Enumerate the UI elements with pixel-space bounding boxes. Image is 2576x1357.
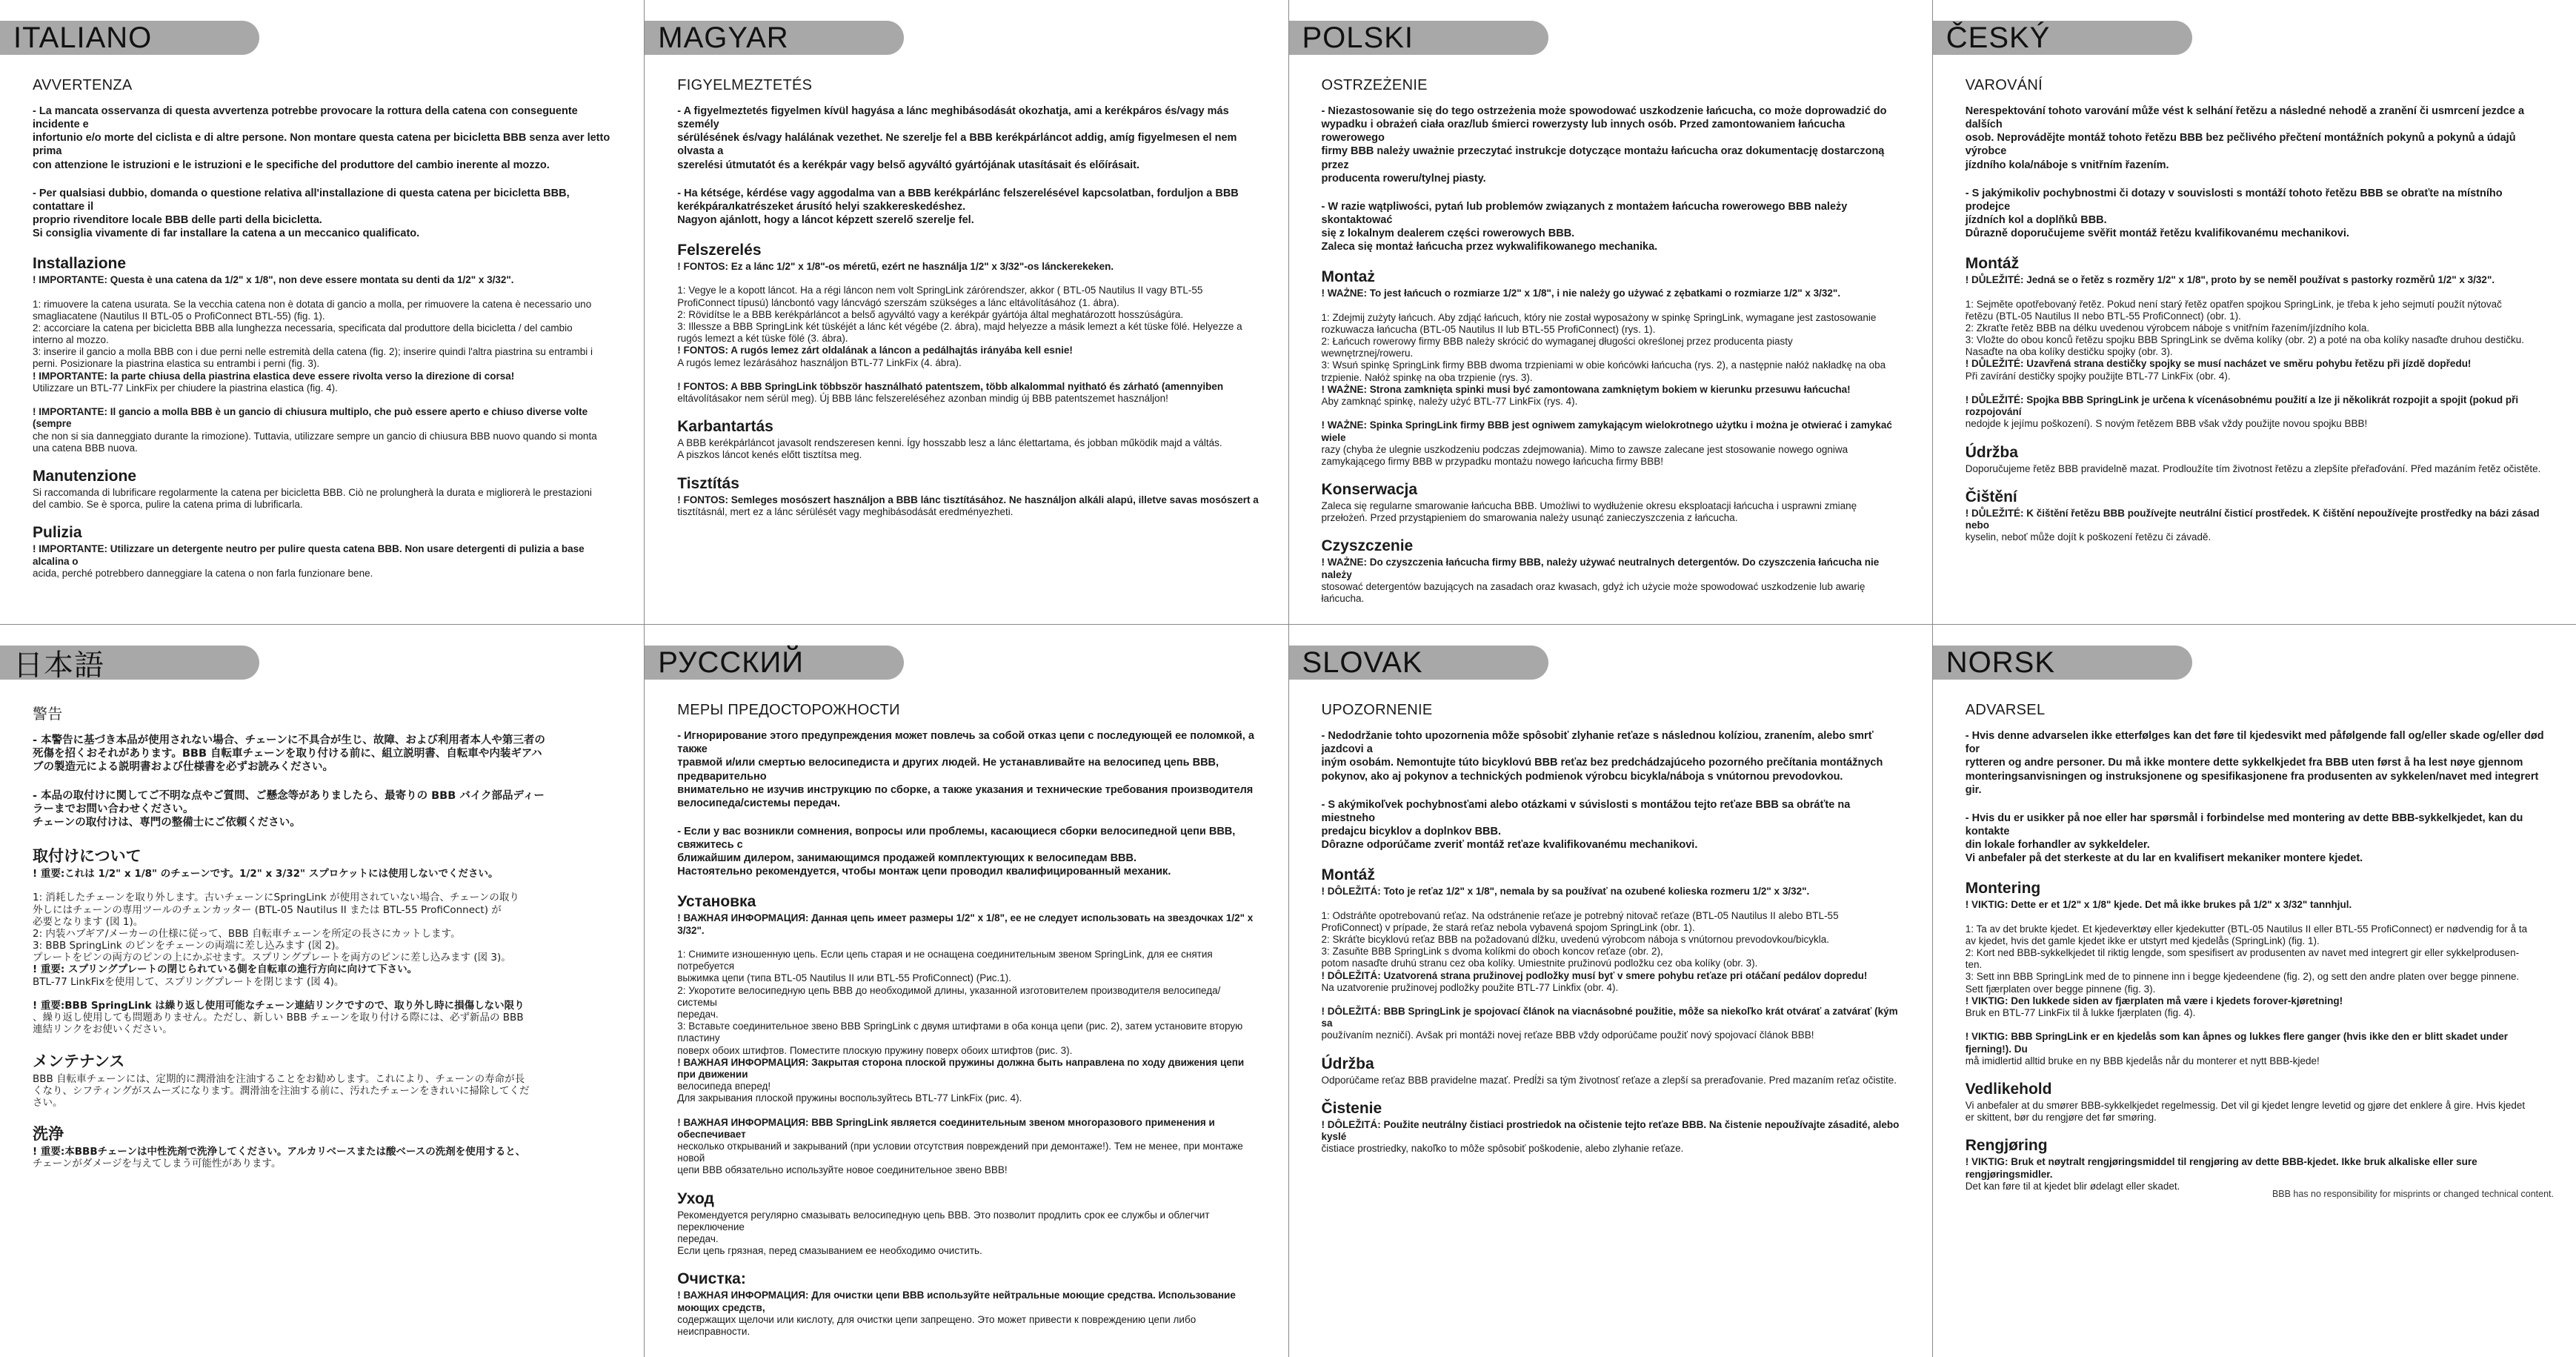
section-line: ! FONTOS: Semleges mosószert használjon a BBB lánc tisztításához. Ne használjon alkáli alapú, illetve savas mosószert a	[677, 494, 1259, 505]
section-line: ! 重要:本BBBチェーンは中性洗剤で洗浄してください。アルカリベースまたは酸ベースの洗剤を使用すると、	[33, 1146, 526, 1158]
section-line	[1966, 912, 2548, 923]
warning-line: Настоятельно рекомендуется, чтобы монтаж цепи проводил квалифицированный механик.	[677, 866, 1171, 878]
section-line: 3: Zasuňte BBB SpringLink s dvoma kolíkmi do oboch koncov reťaze (obr. 2),	[1321, 946, 1663, 958]
section-line: ! VIKTIG: BBB SpringLink er en kjedelås som kan åpnes og lukkes flere ganger (hvis ikke den er blitt skadet under fjerning!). Du	[1965, 1031, 2508, 1055]
language-tab: POLSKI	[1289, 21, 1548, 55]
section-line: ! DŮLEŽITÉ: Uzavřená strana destičky spojky se musí nacházet ve směru pohybu řetězu při jízdě dopředu!	[1965, 358, 2472, 370]
section-line: A BBB kerékpárláncot javasolt rendszeresen kenni. Így hosszabb lesz a lánc élettartama, és jobban működik majd a váltás.	[677, 437, 1222, 449]
section-heading: Montaż	[1321, 268, 1375, 286]
section-line: Nasaďte na oba kolíky destičku spojky (obr. 3).	[1965, 346, 2173, 358]
warning-paragraph	[1966, 729, 2548, 797]
warning-line: firmy BBB należy uważnie przeczytać instrukcje dotyczące montażu łańcucha oraz dokumentację dostarczoną przez	[1321, 145, 1885, 171]
warning-line: - Hvis du er usikker på noe eller har spørsmål i forbindelse med montering av dette BBB-sykkelkjedet, kan du kontakte	[1965, 812, 2523, 837]
section-heading: Montáž	[1321, 866, 1375, 884]
warning-line: - Если у вас возникли сомнения, вопросы или проблемы, касающиеся сборки велосипедной цепи BBB, свяжитесь с	[677, 825, 1236, 852]
section-line: ! IMPORTANTE: Questa è una catena da 1/2" x 1/8", non deve essere montata su denti da 1/2" x 3/32".	[33, 274, 514, 286]
warning-paragraph	[33, 734, 616, 774]
warning-line: Nerespektování tohoto varování může vést k selhání řetězu a následné nehodě a zranění či usmrcení jezdce a dalších	[1965, 105, 2525, 131]
warning-line: - 本警告に基づき本品が使用されない場合、チェーンに不具合が生じ、故障、および利用者本人や第三者の	[33, 734, 545, 747]
warning-line: - S jakýmikoliv pochybnostmi či dotazy v souvislosti s montáží tohoto řetězu BBB se obraťte na místního prodejce	[1965, 187, 2503, 213]
warning-title: OSTRZEŻENIE	[1321, 77, 1428, 93]
section-line: ! WAŻNE: Do czyszczenia łańcucha firmy BBB, należy używać neutralnych detergentów. Do czyszczenia łańcucha nie należy	[1321, 557, 1880, 580]
section-line: BBB 自転車チェーンには、定期的に潤滑油を注油することをお勧めします。これにより、チェーンの寿命が長	[33, 1072, 525, 1085]
section-heading: Vedlikehold	[1965, 1080, 2052, 1098]
warning-line: - Per qualsiasi dubbio, domanda o questione relativa all'installazione di questa catena per bicicletta BBB, contattare il	[33, 187, 570, 213]
section-line: 必要となります (図 1)。	[33, 915, 144, 928]
section-heading: メンテナンス	[33, 1052, 125, 1070]
section-line	[1322, 299, 1904, 311]
section-line: 1: 消耗したチェーンを取り外します。古いチェーンにSpringLink が使用されていない場合、チェーンの取り	[33, 892, 519, 904]
section-line	[33, 880, 616, 892]
warning-paragraph	[1966, 187, 2548, 241]
warning-title: FIGYELMEZTETÉS	[677, 77, 813, 93]
section-line: ! 重要:これは 1/2" x 1/8" のチェーンです。1/2" x 3/32" スプロケットには使用しないでください。	[33, 867, 499, 880]
warning-line: predajcu bicyklov a doplnkov BBB.	[1321, 825, 1502, 837]
warning-paragraph	[1322, 104, 1904, 185]
section-line: Vi anbefaler at du smører BBB-sykkelkjedet regelmessig. Det vil gi kjedet lengre levetid og gjøre det enklere å gire. Hvis kjedet	[1965, 1099, 2526, 1111]
section-line: ProfiConnect) v prípade, že stará reťaz nebola vybavená spojom SpringLink (obr. 1).	[1321, 921, 1695, 933]
section-body	[1966, 1156, 2548, 1192]
section-body	[33, 1146, 616, 1169]
section-line: 3: inserire il gancio a molla BBB con i due perni nelle estremità della catena (fig. 2); inserire quindi l'altra piastrina su entrambi i	[33, 346, 593, 358]
section-line: 2: Kort ned BBB-sykkelkjedet til riktig lengde, som spesifisert av produsenten av navet med integrert gir eller sykkelprodusen-	[1965, 947, 2520, 959]
section-line: interno al mozzo.	[33, 334, 109, 346]
warning-title: ADVARSEL	[1965, 702, 2046, 719]
section-line	[677, 937, 1259, 949]
warning-paragraph	[677, 187, 1259, 227]
section-line: Na uzatvorenie pružinovej podložky použite BTL-77 Linkfix (obr. 4).	[1321, 981, 1619, 993]
warning-line: ラーまでお問い合わせください。	[33, 803, 194, 815]
section-heading: Tisztítás	[677, 474, 739, 492]
section-line: ! DŮLEŽITÉ: Spojka BBB SpringLink je určena k vícenásobnému použití a lze ji několikrát rozpojit a spojit (pokud při rozpojování	[1965, 394, 2519, 418]
section-body	[1966, 899, 2548, 1067]
warning-line: внимательно не изучив инструкцию по сборке, а также указания и технические требования производителя	[677, 783, 1254, 796]
section-line: велосипеда вперед!	[677, 1081, 771, 1092]
section-heading: Pulizia	[33, 524, 82, 542]
section-body	[677, 437, 1259, 461]
section-line: 2: Łańcuch rowerowy firmy BBB należy skrócić do wymaganej długości określonej przez producenta piasty	[1321, 336, 1793, 347]
warning-line: infortunio e/o morte del ciclista e di altre persone. Non montare questa catena per bicicletta BBB senza aver letto prima	[33, 132, 610, 158]
section-line: stosować detergentów bazujących na zasadach oraz kwasach, gdyż ich użycie może spowodować uszkodzenie lub awarię	[1321, 580, 1866, 592]
section-body	[1966, 1100, 2548, 1124]
section-line: 3: BBB SpringLink のピンをチェーンの両端に差し込みます (図 2)。	[33, 940, 346, 952]
section-body	[1322, 1075, 1904, 1086]
section-body	[1322, 886, 1904, 1041]
section-line: eltávolításakor nem sérül meg). Új BBB lánc felszereléséhez azonban mindig új BBB patentszemet használjon!	[677, 393, 1168, 405]
section-heading: Очистка:	[677, 1270, 746, 1288]
warning-line: - Игнорирование этого предупреждения может повлечь за собой отказ цепи с последующей ее поломкой, а также	[677, 730, 1254, 756]
warning-line: Si consiglia vivamente di far installare la catena a un meccanico qualificato.	[33, 228, 420, 239]
warning-line: - La mancata osservanza di questa avvertenza potrebbe provocare la rottura della catena con conseguente incidente e	[33, 105, 578, 131]
warning-title: МЕРЫ ПРЕДОСТОРОЖНОСТИ	[677, 702, 900, 719]
section-line: ! DÔLEŽITÁ: Použite neutrálny čistiaci prostriedok na očistenie tejto reťaze BBB. Na čistenie nepoužívajte zásadité, alebo kyslé	[1321, 1118, 1900, 1142]
section-line: av kjedet, hvis det gamle kjedet ikke er utstyrt med kjedelås (SpringLink) (fig. 1).	[1965, 935, 2320, 946]
warning-title: VAROVÁNÍ	[1965, 77, 2043, 93]
warning-line: チェーンの取付けは、専門の整備士にご依頼ください。	[33, 816, 301, 829]
section-line: una catena BBB nuova.	[33, 442, 138, 454]
section-heading: Manutenzione	[33, 467, 136, 485]
warning-paragraph	[677, 825, 1259, 879]
section-heading: Уход	[677, 1190, 714, 1207]
section-line: Рекомендуется регулярно смазывать велосипедную цепь BBB. Это позволит продлить срок ее службы и облегчит переключение	[677, 1209, 1210, 1232]
warning-line: jízdních kol a doplňků BBB.	[1965, 213, 2107, 226]
section-heading: 取付けについて	[33, 847, 142, 865]
section-line: łańcucha.	[1321, 593, 1365, 604]
section-line: ! FONTOS: A BBB SpringLink többször használható patentszem, több alkalommal nyitható és zárható (amennyiben	[677, 380, 1224, 392]
footer-disclaimer: BBB has no responsibility for misprints or changed technical content.	[2272, 1189, 2554, 1199]
warning-line: Dôrazne odporúčame zveriť montáž reťaze kvalifikovanému mechanikovi.	[1321, 839, 1698, 852]
warning-line: Zaleca się montaż łańcucha przez wykwalifikowanego mechanika.	[1321, 241, 1658, 253]
section-line: ! ВАЖНАЯ ИНФОРМАЦИЯ: BBB SpringLink является соединительным звеном многоразового применения и обеспечивает	[677, 1116, 1215, 1140]
section-line: 3: Vložte do obou konců řetězu spojku BBB SpringLink se dvěma kolíky (obr. 2) a poté na oba kolíky nasaďte druhou destičku.	[1965, 334, 2524, 346]
language-tab: 日本語	[0, 646, 259, 680]
warning-line: producenta roweru/tylnej piasty.	[1321, 172, 1486, 185]
section-heading: 洗浄	[33, 1126, 64, 1144]
section-line: передач.	[677, 1008, 719, 1020]
warning-line: jízdního kola/náboje s vnitřním řazením.	[1965, 159, 2169, 171]
section-line: ! IMPORTANTE: la parte chiusa della piastrina elastica deve essere rivolta verso la direzione di corsa!	[33, 370, 515, 382]
section-body	[1322, 557, 1904, 605]
section-line: A rugós lemez lezárásához használjon BTL-77 LinkFix (4. ábra).	[677, 356, 962, 368]
warning-line: - A figyelmeztetés figyelmen kívül hagyása a lánc meghibásodását okozhatja, ami a kerékpáros és/vagy más személy	[677, 105, 1229, 131]
section-line: 2: Skráťte bicyklovú reťaz BBB na požadovanú dĺžku, uvedenú výrobcom náboja s vnútornou prevodovkou/bicykla.	[1321, 933, 1830, 945]
language-column	[1288, 624, 1932, 1357]
section-line: zamykającego firmy BBB w przypadku montażu nowego łańcucha firmy BBB!	[1321, 455, 1663, 467]
warning-line: Důrazně doporučujeme svěřit montáž řetězu kvalifikovanému mechanikovi.	[1965, 228, 2349, 239]
section-line: поверх обоих штифтов. Поместите плоскую пружину поверх обоих штифтов (рис. 3).	[677, 1044, 1073, 1056]
section-line: perni. Posizionare la piastrina elastica su entrambi i perni (fig. 3).	[33, 358, 320, 370]
section-heading: Čištění	[1965, 488, 2017, 505]
section-body	[33, 1073, 616, 1109]
warning-paragraph	[1322, 798, 1904, 852]
warning-line: велосипеда/системы передач.	[677, 797, 841, 809]
section-line: ! FONTOS: A rugós lemez zárt oldalának a láncon a pedálhajtás irányába kell esnie!	[677, 345, 1073, 356]
section-body	[1322, 500, 1904, 524]
section-line: 2: 内装ハブギア/メーカーの仕様に従って、BBB 自転車チェーンを所定の長さにカットします。	[33, 927, 461, 940]
section-line: Si raccomanda di lubrificare regolarmente la catena per bicicletta BBB. Ciò ne prolungherà la durata e migliorerà le prestazioni	[33, 486, 592, 498]
warning-title: 警告	[33, 706, 63, 723]
warning-line: proprio rivenditore locale BBB delle parti della bicicletta.	[33, 213, 322, 226]
section-body	[33, 487, 616, 511]
section-body	[1966, 274, 2548, 430]
warning-paragraph	[1322, 729, 1904, 783]
section-heading: Karbantartás	[677, 418, 773, 436]
section-line: kyselin, neboť může dojít k poškození řetězu či závadě.	[1965, 531, 2211, 543]
section-line: ! DÔLEŽITÁ: Uzatvorená strana pružinovej podložky musí byť v smere pohybu reťaze pri otáčaní pedálov dopredu!	[1321, 969, 1868, 981]
warning-line: - Niezastosowanie się do tego ostrzeżenia może spowodować uszkodzenie łańcucha, co może doprowadzić do	[1321, 105, 1887, 117]
section-line: 3: Illessze a BBB SpringLink két tüskéjét a lánc két végébe (2. ábra), majd helyezze a másik lemezt a két tüske fölé. Helyezze a	[677, 320, 1242, 332]
warning-line: - Nedodržanie tohto upozornenia môže spôsobiť zlyhanie reťaze s následnou kolíziou, zranením, alebo smrť jazdcovi a	[1321, 730, 1874, 756]
language-column	[1932, 624, 2576, 1357]
warning-paragraph	[1322, 200, 1904, 254]
section-line: ! DŮLEŽITÉ: Jedná se o řetěz s rozměry 1/2" x 1/8", proto by se neměl používat s pastorky rozměrů 1/2" x 3/32".	[1965, 274, 2495, 286]
section-line: ! ВАЖНАЯ ИНФОРМАЦИЯ: Закрытая сторона плоской пружины должна быть направлена по ходу движения цепи при движении	[677, 1056, 1245, 1080]
section-line: 2: accorciare la catena per bicicletta BBB alla lunghezza necessaria, specificata dal produttore della bicicletta / del cambio	[33, 322, 573, 334]
section-body	[677, 1210, 1259, 1258]
section-body	[33, 274, 616, 454]
section-body	[1322, 288, 1904, 468]
section-line: ! FONTOS: Ez a lánc 1/2" x 1/8"-os méretű, ezért ne használja 1/2" x 3/32"-os lánckerekeken.	[677, 261, 1114, 272]
section-line	[1966, 382, 2548, 394]
section-line: wewnętrznej/roweru.	[1321, 348, 1414, 359]
warning-line: 死傷を招くおそれがあります。BBB 自転車チェーンを取り付ける前に、組立説明書、自転車や内装ギアハ	[33, 748, 542, 760]
section-line: 3: Sett inn BBB SpringLink med de to pinnene inn i begge kjedeendene (fig. 2), og sett den andre platen over begge pinnene.	[1965, 971, 2520, 983]
section-heading: Czyszczenie	[1321, 537, 1414, 555]
section-line: ! DÔLEŽITÁ: BBB SpringLink je spojovací článok na viacnásobné použitie, môže sa niekoľko krát otvárať a zatvárať (kým sa	[1321, 1006, 1898, 1029]
section-line: ! IMPORTANTE: Il gancio a molla BBB è un gancio di chiusura multiplo, che può essere aperto e chiuso diverse volte (sempre	[33, 406, 588, 430]
language-column	[1288, 0, 1932, 624]
language-tab: SLOVAK	[1289, 646, 1548, 680]
section-line: プレートをピンの両方のピンの上にかぶせます。スプリングプレートを両方のピンに差し込みます (図 3)。	[33, 952, 511, 964]
warning-line: din lokale forhandler av sykkeldeler.	[1965, 839, 2150, 852]
section-line: Zaleca się regularne smarowanie łańcucha BBB. Umożliwi to wydłużenie okresu eksploatacji łańcucha i usprawni zmianę	[1321, 500, 1857, 512]
section-line	[1966, 286, 2548, 298]
section-line: ! WAŻNE: Strona zamknięta spinki musi być zamontowana zamkniętym bokiem w kierunku przesuwu łańcucha!	[1321, 383, 1851, 395]
section-line: používaním nezničí). Avšak pri montáži novej reťaze BBB vždy odporúčame použiť nový spojovací článok BBB!	[1321, 1029, 1814, 1041]
warning-line: con attenzione le istruzioni e le istruzioni e le specifiche del produttore del cambio inerente al mozzo.	[33, 159, 550, 171]
section-line: выжимка цепи (типа BTL-05 Nautilus II или BTL-55 ProfiConnect) (Рис.1).	[677, 972, 1012, 984]
section-line: 連結リンクをお使いください。	[33, 1023, 173, 1036]
section-heading: Felszerelés	[677, 242, 762, 259]
section-line: del cambio. Se è sporca, pulire la catena prima di lubrificarla.	[33, 499, 303, 511]
warning-title: AVVERTENZA	[33, 77, 133, 93]
warning-line: ближайшим дилером, занимающимся продажей комплектующих к велосипедам BBB.	[677, 852, 1137, 865]
section-line: ! ВАЖНАЯ ИНФОРМАЦИЯ: Для очистки цепи BBB используйте нейтральные моющие средства. Использование моющих средств,	[677, 1290, 1236, 1313]
section-line: ! DÔLEŽITÁ: Toto je reťaz 1/2" x 1/8", nemala by sa používať na ozubené kolieska rozmeru 1/2" x 3/32".	[1321, 886, 1810, 898]
language-tab: ITALIANO	[0, 21, 259, 55]
section-line: 1: Vegye le a kopott láncot. Ha a régi láncon nem volt SpringLink zárórendszer, akkor ( BTL-05 Nautilus II vagy BTL-55	[677, 285, 1203, 296]
section-line: potom nasaďte druhú stranu cez oba kolíky. Umiestnite pružinovú podložku cez oba kolíky (obr. 3).	[1321, 958, 1758, 969]
warning-line: kerékpárалkatrészeket árusító helyi szakkereskedéshez.	[677, 200, 966, 213]
section-line: ! VIKTIG: Dette er et 1/2" x 1/8" kjede. Det må ikke brukes på 1/2" x 3/32" tannhjul.	[1965, 899, 2352, 911]
language-column	[1932, 0, 2576, 624]
section-line: Bruk en BTL-77 LinkFix til å lukke fjærplaten (fig. 4).	[1965, 1007, 2196, 1018]
section-line: 3: Wsuń spinkę SpringLink firmy BBB dwoma trzpieniami w obie końcówki łańcucha (rys. 2), a następnie nałóż nakładkę na oba	[1321, 359, 1886, 371]
warning-line: wypadku i obrażeń ciała oraz/lub śmierci rowerzysty lub innych osób. Przed zamontowaniem łańcucha rowerowego	[1321, 119, 1846, 145]
warning-line: - W razie wątpliwości, pytań lub problemów związanych z montażem łańcucha rowerowego BBB należy skontaktować	[1321, 200, 1848, 226]
section-line	[1322, 408, 1904, 419]
section-body	[33, 543, 616, 580]
section-line: 2: Укоротите велосипедную цепь BBB до необходимой длины, указанной изготовителем производителя велосипеда/системы	[677, 984, 1221, 1008]
section-line: 、繰り返し使用しても問題ありません。ただし、新しい BBB チェーンを取り付ける際には、必ず新品の BBB	[33, 1012, 524, 1024]
warning-line: pokynov, ako aj pokynov a technických podmienok výrobcu bicykla/náboja s vnútornou prevodovkou.	[1321, 770, 1843, 783]
warning-paragraph	[1966, 104, 2548, 172]
section-line: smagliacatene (Nautilus II BTL-05 o ProfiConnect BTL-55) (fig. 1).	[33, 310, 325, 322]
section-line: Sett fjærplaten over begge pinnene (fig. 3).	[1965, 983, 2156, 995]
section-line: acida, perché potrebbero danneggiare la catena o non farla funzionare bene.	[33, 567, 373, 579]
language-column	[0, 624, 644, 1357]
section-line: Aby zamknąć spinkę, należy użyć BTL-77 LinkFix (rys. 4).	[1321, 395, 1578, 407]
section-line	[677, 273, 1259, 285]
section-line: несколько открываний и закрываний (при условии отсутствия повреждений при демонтаже!). Тем не менее, при монтаже новой	[677, 1141, 1243, 1164]
section-heading: Rengjøring	[1965, 1137, 2048, 1155]
section-line	[677, 1104, 1259, 1116]
warning-line: iným osobám. Nemontujte túto bicyklovú BBB reťaz bez predchádzajúceho pozorného prečítania montážnych	[1321, 757, 1883, 769]
section-line: Doporučujeme řetěz BBB pravidelně mazat. Prodloužíte tím životnost řetězu a zlepšíte přeřaďování. Před mazáním řetěz očistěte.	[1965, 462, 2541, 474]
section-line: ! DŮLEŽITÉ: K čištění řetězu BBB používejte neutrální čisticí prostředek. K čištění nepoužívejte prostředky na bázi zásad nebo	[1965, 507, 2540, 531]
section-line: řetězu (BTL-05 Nautilus II nebo BTL-55 ProfiConnect) (obr. 1).	[1965, 310, 2241, 322]
language-column	[0, 0, 644, 624]
section-line: razy (chyba że ulegnie uszkodzeniu podczas zdejmowania). Mimo to zawsze zalecane jest stosowanie nowego ogniwa	[1321, 443, 1848, 455]
section-line: ProfiConnect típusú) láncbontó vagy láncvágó szerszám szükséges a lánc eltávolításához (1. ábra).	[677, 296, 1119, 308]
section-line	[1322, 994, 1904, 1006]
warning-line: - Hvis denne advarselen ikke etterfølges kan det føre til kjedesvikt med påfølgende fall og/eller skade og/eller død for	[1965, 730, 2544, 756]
language-tab: ČESKÝ	[1933, 21, 2192, 55]
section-line: ! 重要: スプリングプレートの閉じられている側を自転車の進行方向に向けて下さい。	[33, 963, 418, 976]
warning-line: травмой и/или смертью велосипедиста и других людей. Не устанавливайте на велосипед цепь BBB, предварительно	[677, 757, 1219, 783]
section-line: 1: Снимите изношенную цепь. Если цепь старая и не оснащена соединительным звеном SpringLink, для ее снятия потребуется	[677, 949, 1213, 972]
section-line: ! 重要:BBB SpringLink は繰り返し使用可能なチェーン連結リンクですので、取り外し時に損傷しない限り	[33, 1000, 525, 1012]
section-body	[677, 261, 1259, 405]
section-line: Utilizzare un BTL-77 LinkFix per chiudere la piastrina elastica (fig. 4).	[33, 382, 338, 394]
warning-line: monteringsanvisningen og instruksjonene og spesifikasjonene fra produsenten av sykkelen/navet med integrert gir.	[1965, 770, 2539, 796]
section-body	[1966, 508, 2548, 544]
warning-line: Vi anbefaler på det sterkeste at du lar en kvalifisert mekaniker montere kjedet.	[1965, 852, 2363, 865]
warning-paragraph	[33, 789, 616, 829]
section-line: 3: Вставьте соединительное звено BBB SpringLink с двумя штифтами в оба конца цепи (рис. 2), затем установите вторую пластину	[677, 1021, 1243, 1044]
section-line: 外しにはチェーンの専用ツールのチェンカッター (BTL-05 Nautilus II または BTL-55 ProfiConnect) が	[33, 903, 502, 916]
warning-paragraph	[677, 729, 1259, 810]
warning-paragraph	[677, 104, 1259, 172]
section-line: цепи BBB обязательно используйте новое соединительное звено BBB!	[677, 1164, 1008, 1176]
section-line: nedojde k jejímu poškození). S novým řetězem BBB však vždy použijte novou spojku BBB!	[1965, 418, 2368, 430]
section-line: Если цепь грязная, перед смазыванием ее необходимо очистить.	[677, 1245, 982, 1257]
warning-line: szerelési útmutatót és a kerékpár vagy belső agyváltó gyártójának utasításait és előírásait.	[677, 159, 1140, 171]
section-line: rozkuwacza łańcucha (BTL-05 Nautilus II lub BTL-55 ProfiConnect) (rys. 1).	[1321, 323, 1656, 335]
section-line: ! VIKTIG: Bruk et nøytralt rengjøringsmiddel til rengjøring av dette BBB-kjedet. Ikke bruk alkaliske eller sure rengjøringsmidler.	[1965, 1156, 2477, 1180]
section-line: Při zavírání destičky spojky použijte BTL-77 LinkFix (obr. 4).	[1965, 370, 2231, 382]
section-line: ten.	[1965, 959, 1983, 971]
warning-paragraph	[33, 104, 616, 172]
section-line: trzpienie. Nałóż spinkę na oba trzpienie (rys. 3).	[1321, 371, 1533, 383]
section-line: A piszkos láncot kenés előtt tisztítsa meg.	[677, 449, 862, 461]
section-line	[677, 369, 1259, 381]
section-line: передач.	[677, 1232, 719, 1244]
section-body	[1322, 1119, 1904, 1155]
section-body	[677, 912, 1259, 1176]
warning-line: - S akýmikoľvek pochybnosťami alebo otázkami v súvislosti s montážou tejto reťaze BBB sa obráťte na miestneho	[1321, 798, 1851, 824]
warning-paragraph	[1966, 812, 2548, 866]
warning-line: ブの製造元による説明書および仕様書を必ずお読みください。	[33, 761, 333, 774]
language-tab: MAGYAR	[645, 21, 904, 55]
section-line: ! VIKTIG: Den lukkede siden av fjærplaten må være i kjedets forover-kjøretning!	[1965, 995, 2343, 1006]
section-heading: Údržba	[1965, 443, 2018, 461]
section-body	[677, 1290, 1259, 1338]
language-tab: РУССКИЙ	[645, 646, 904, 680]
section-line: さい。	[33, 1096, 63, 1109]
section-body	[677, 494, 1259, 518]
section-line: くなり、シフティングがスムーズになります。潤滑油を注油する前に、汚れたチェーンをきれいに掃除してくだ	[33, 1084, 530, 1097]
section-line: 1: Ta av det brukte kjedet. Et kjedeverktøy eller kjedekutter (BTL-05 Nautilus II eller BTL-55 ProfiConnect) er nødvendig for å ta	[1965, 923, 2528, 935]
section-line: Odporúčame reťaz BBB pravidelne mazať. Predĺži sa tým životnosť reťaze a zlepší sa preraďovanie. Pred mazaním reťaz očistite.	[1321, 1074, 1897, 1086]
warning-line: - 本品の取付けに関してご不明な点やご質問、ご懸念等がありましたら、最寄りの BBB バイク部品ディー	[33, 789, 545, 802]
section-line	[1322, 898, 1904, 909]
section-line	[1966, 1019, 2548, 1031]
section-heading: Údržba	[1321, 1055, 1374, 1072]
section-line: che non si sia danneggiato durante la rimozione). Tuttavia, utilizzare sempre un gancio di chiusura BBB nuovo quando si monta	[33, 430, 597, 442]
section-line: 1: rimuovere la catena usurata. Se la vecchia catena non è dotata di gancio a molla, per rimuovere la catena è necessario uno	[33, 298, 592, 310]
section-line: er skittent, bør du rengjøre det før smøring.	[1965, 1112, 2157, 1124]
warning-line: osob. Neprovádějte montáž tohoto řetězu BBB bez pečlivého přečtení montážních pokynů a pokynů a údajů výrobce	[1965, 132, 2516, 158]
section-line: przełożeń. Przed przystąpieniem do smarowania należy usunąć zanieczyszczenia z łańcucha.	[1321, 512, 1738, 524]
warning-line: - Ha kétsége, kérdése vagy aggodalma van a BBB kerékpárlánc felszerelésével kapcsolatban, forduljon a BBB	[677, 187, 1239, 199]
section-heading: Installazione	[33, 255, 127, 273]
warning-paragraph	[33, 187, 616, 241]
section-line: 1: Zdejmij zużyty łańcuch. Aby zdjąć łańcuch, który nie został wyposażony w spinkę SpringLink, wymagane jest zastosowanie	[1321, 311, 1877, 323]
language-column	[644, 624, 1288, 1357]
section-line: チェーンがダメージを与えてしまう可能性があります。	[33, 1158, 282, 1170]
section-heading: Montáž	[1965, 255, 2020, 273]
warning-line: Nagyon ajánlott, hogy a láncot képzett szerelő szerelje fel.	[677, 213, 974, 226]
section-line: содержащих щелочи или кислоту, для очистки цепи запрещено. Это может привести к повреждению цепи либо неисправности.	[677, 1313, 1197, 1337]
language-tab: NORSK	[1933, 646, 2192, 680]
section-line: 1: Sejměte opotřebovaný řetěz. Pokud není starý řetěz opatřen spojkou SpringLink, je třeba k jeho sejmutí použít nýtovač	[1965, 298, 2502, 310]
section-line	[33, 988, 616, 1000]
warning-line: sérülésének és/vagy halálának vezethet. Ne szerelje fel a BBB kerékpárláncot addig, amíg figyelmesen el nem olvasta a	[677, 132, 1237, 158]
section-line: BTL-77 LinkFixを使用して、スプリングプレートを閉じます (図 4)。	[33, 975, 345, 988]
language-column	[644, 0, 1288, 624]
section-line	[33, 394, 616, 406]
section-line: må imidlertid alltid bruke en ny BBB kjedelås når du monterer et nytt BBB-kjede!	[1965, 1055, 2320, 1066]
section-heading: Čistenie	[1321, 1099, 1382, 1117]
section-line: Det kan føre til at kjedet blir ødelagt eller skadet.	[1965, 1180, 2180, 1192]
section-line: 1: Odstráňte opotrebovanú reťaz. Na odstránenie reťaze je potrebný nitovač reťaze (BTL-05 Nautilus II alebo BTL-55	[1321, 909, 1839, 921]
warning-line: się z lokalnym dealerem części rowerowych BBB.	[1321, 228, 1575, 239]
section-heading: Montering	[1965, 880, 2041, 898]
section-line: tisztításnál, mert ez a lánc sérülését vagy meghibásodását eredményezheti.	[677, 505, 1014, 517]
warning-title: UPOZORNENIE	[1321, 702, 1433, 719]
section-line	[33, 286, 616, 298]
section-line: 2: Zkraťte řetěz BBB na délku uvedenou výrobcem náboje s vnitřním řazením/jízdního kola.	[1965, 322, 2370, 334]
section-heading: Konserwacja	[1321, 481, 1418, 499]
section-body	[33, 868, 616, 1036]
warning-line: rytteren og andre personer. Du må ikke montere dette sykkelkjedet fra BBB uten først å ha lest nøye gjennom	[1965, 757, 2523, 769]
section-line: čistiace prostriedky, nakoľko to môže spôsobiť poškodenie, alebo zlyhanie reťaze.	[1321, 1143, 1684, 1155]
section-line: Для закрывания плоской пружины воспользуйтесь BTL-77 LinkFix (рис. 4).	[677, 1092, 1022, 1104]
section-line: ! WAŻNE: Spinka SpringLink firmy BBB jest ogniwem zamykającym wielokrotnego użytku i można je otwierać i zamykać wiele	[1321, 419, 1892, 443]
section-heading: Установка	[677, 893, 756, 911]
section-body	[1966, 463, 2548, 475]
section-line: 2: Rövidítse le a BBB kerékpárláncot a belső agyváltó vagy a kerékpár gyártója által meghatározott hosszúságúra.	[677, 308, 1184, 320]
section-line: ! ВАЖНАЯ ИНФОРМАЦИЯ: Данная цепь имеет размеры 1/2" x 1/8", ее не следует использовать на звездочках 1/2" x 3/32".	[677, 912, 1254, 936]
section-line: rugós lemezt a két tüske fölé (3. ábra).	[677, 333, 848, 345]
section-line: ! WAŻNE: To jest łańcuch o rozmiarze 1/2" x 1/8", i nie należy go używać z zębatkami o rozmiarze 1/2" x 3/32".	[1321, 288, 1841, 299]
section-line: ! IMPORTANTE: Utilizzare un detergente neutro per pulire questa catena BBB. Non usare detergenti di pulizia a base alcalina o	[33, 543, 585, 567]
